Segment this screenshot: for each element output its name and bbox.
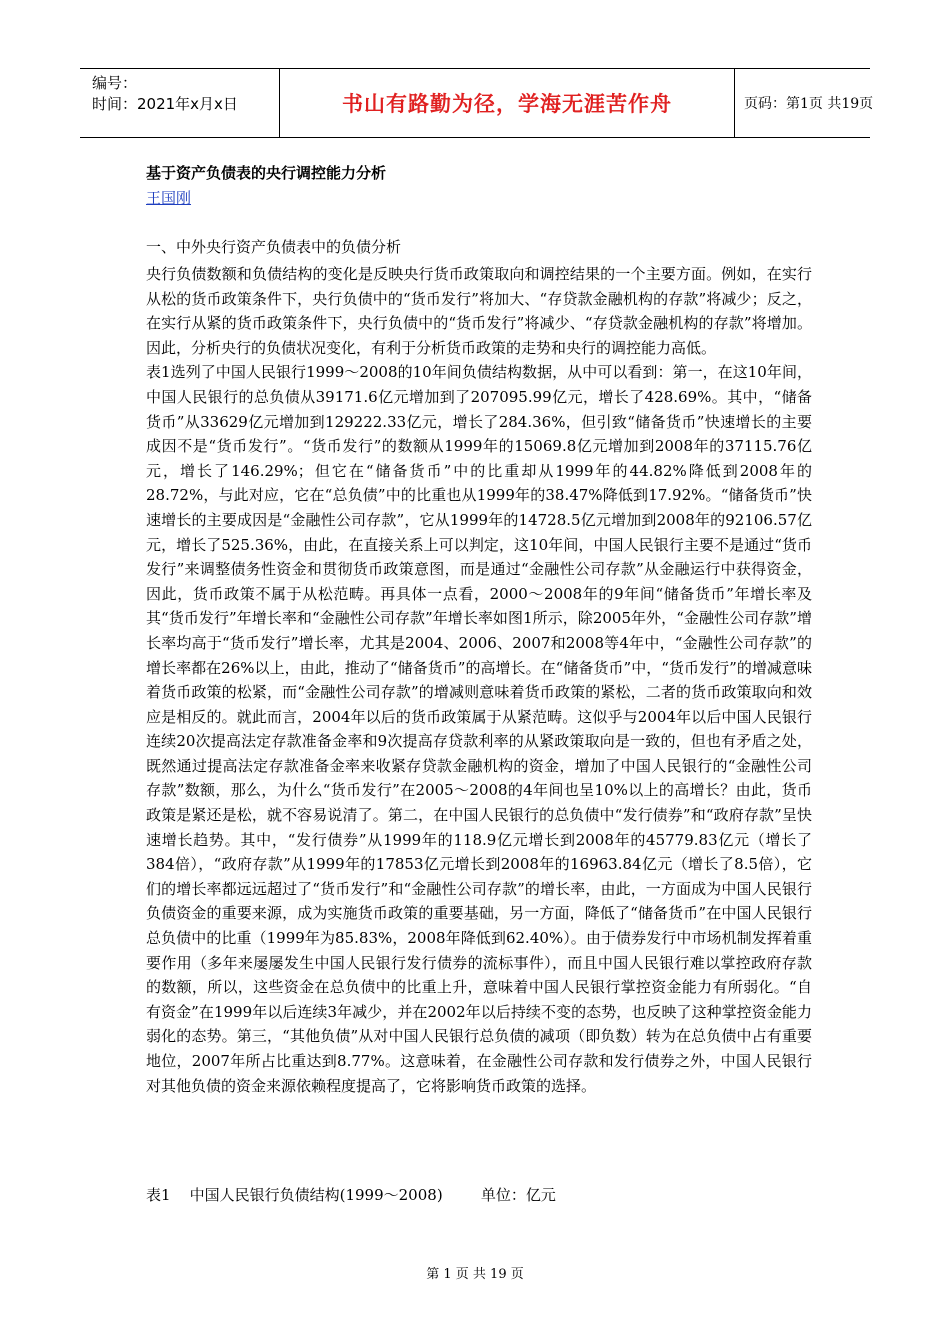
body-text <box>146 262 812 1098</box>
document-header <box>80 68 874 138</box>
header-motto: 书山有路勤为径，学海无涯苦作舟 <box>280 69 735 137</box>
header-meta <box>80 69 280 137</box>
section-heading: 一、中外央行资产负债表中的负债分析 <box>146 238 402 256</box>
table-caption: 表1 中国人民银行负债结构(1999～2008) 单位：亿元 <box>146 1186 556 1204</box>
page-footer: 第 1 页 共 19 页 <box>426 1267 524 1282</box>
header-page-info: 页码：第1页 共19页 <box>744 96 874 112</box>
number-label: 编号： <box>92 74 138 92</box>
paragraph: 表1选列了中国人民银行1999～2008的10年间负债结构数据，从中可以看到：第一，在这10年间，中国人民银行的总负债从39171.6亿元增加到了207095.99亿元，增长了428.69%。其中，“储备货币”从33629亿元增加到129222.33亿元，增长了284.36%，但引致“储备货币”快速增长的主要成因不是“货币发行”。“货币发行”的数额从1999年的15069.8亿元增加到2008年的37115.76亿元，增长了146.29%；但它在“储备货币”中的比重却从1999年的44.82%降低到2008年的28.72%，与此对应，它在“总负债”中的比重也从1999年的38.47%降低到17.92%。“储备货币”快速增长的主要成因是“金融性公司存款”，它从1999年的14728.5亿元增加到2008年的92106.57亿元，增长了525.36%，由此，在直接关系上可以判定，这10年间，中国人民银行主要不是通过“货币发行”来调整债务性资金和贯彻货币政策意图，而是通过“金融性公司存款”从金融运行中获得资金，因此，货币政策不属于从松范畴。再具体一点看，2000～2008年的9年间“储备货币”年增长率及其“货币发行”年增长率和“金融性公司存款”年增长率如图1所示，除2005年外，“金融性公司存款”增长率均高于“货币发行”增长率，尤其是2004、2006、2007和2008等4年中，“金融性公司存款”的增长率都在26%以上，由此，推动了“储备货币”的高增长。在“储备货币”中，“货币发行”的增减意味着货币政策的松紧，而“金融性公司存款”的增减则意味着货币政策的紧松，二者的货币政策取向和效应是相反的。就此而言，2004年以后的货币政策属于从紧范畴。这似乎与2004年以后中国人民银行连续20次提高法定存款准备金率和9次提高存贷款利率的从紧政策取向是一致的，但也有矛盾之处，既然通过提高法定存款准备金率来收紧存贷款金融机构的资金，增加了中国人民银行的“金融性公司存款”数额，那么，为什么“货币发行”在2005～2008的4年间也呈10%以上的高增长？由此，货币政策是紧还是松，就不容易说清了。第二，在中国人民银行的总负债中“发行债券”和“政府存款”呈快速增长趋势。其中，“发行债券”从1999年的118.9亿元增长到2008年的45779.83亿元（增长了384倍），“政府存款”从1999年的17853亿元增长到2008年的16963.84亿元（增长了8.5倍），它们的增长率都远远超过了“货币发行”和“金融性公司存款”的增长率，由此，一方面成为中国人民银行负债资金的重要来源，成为实施货币政策的重要基础，另一方面，降低了“储备货币”在中国人民银行总负债中的比重（1999年为85.83%，2008年降低到62.40%）。由于债券发行中市场机制发挥着重要作用（多年来屡屡发生中国人民银行发行债券的流标事件），而且中国人民银行难以掌控政府存款的数额，所以，这些资金在总负债中的比重上升，意味着中国人民银行掌控资金能力有所弱化。“自有资金”在1999年以后连续3年减少，并在2002年以后持续不变的态势，也反映了这种掌控资金能力弱化的态势。第三，“其他负债”从对中国人民银行总负债的减项（即负数）转为在总负债中占有重要地位，2007年所占比重达到8.77%。这意味着，在金融性公司存款和发行债券之外，中国人民银行对其他负债的资金来源依赖程度提高了，它将影响货币政策的选择。 <box>146 363 812 1095</box>
time-label: 时间：2021年x月x日 <box>92 95 238 113</box>
paragraph: 央行负债数额和负债结构的变化是反映央行货币政策取向和调控结果的一个主要方面。例如，在实行从松的货币政策条件下，央行负债中的“货币发行”将加大、“存贷款金融机构的存款”将减少；反之，在实行从紧的货币政策条件下，央行负债中的“货币发行”将减少、“存贷款金融机构的存款”将增加。因此，分析央行的负债状况变化，有利于分析货币政策的走势和央行的调控能力高低。 <box>146 265 812 357</box>
author-link[interactable]: 王国刚 <box>146 189 192 207</box>
document-title: 基于资产负债表的央行调控能力分析 <box>146 164 387 182</box>
